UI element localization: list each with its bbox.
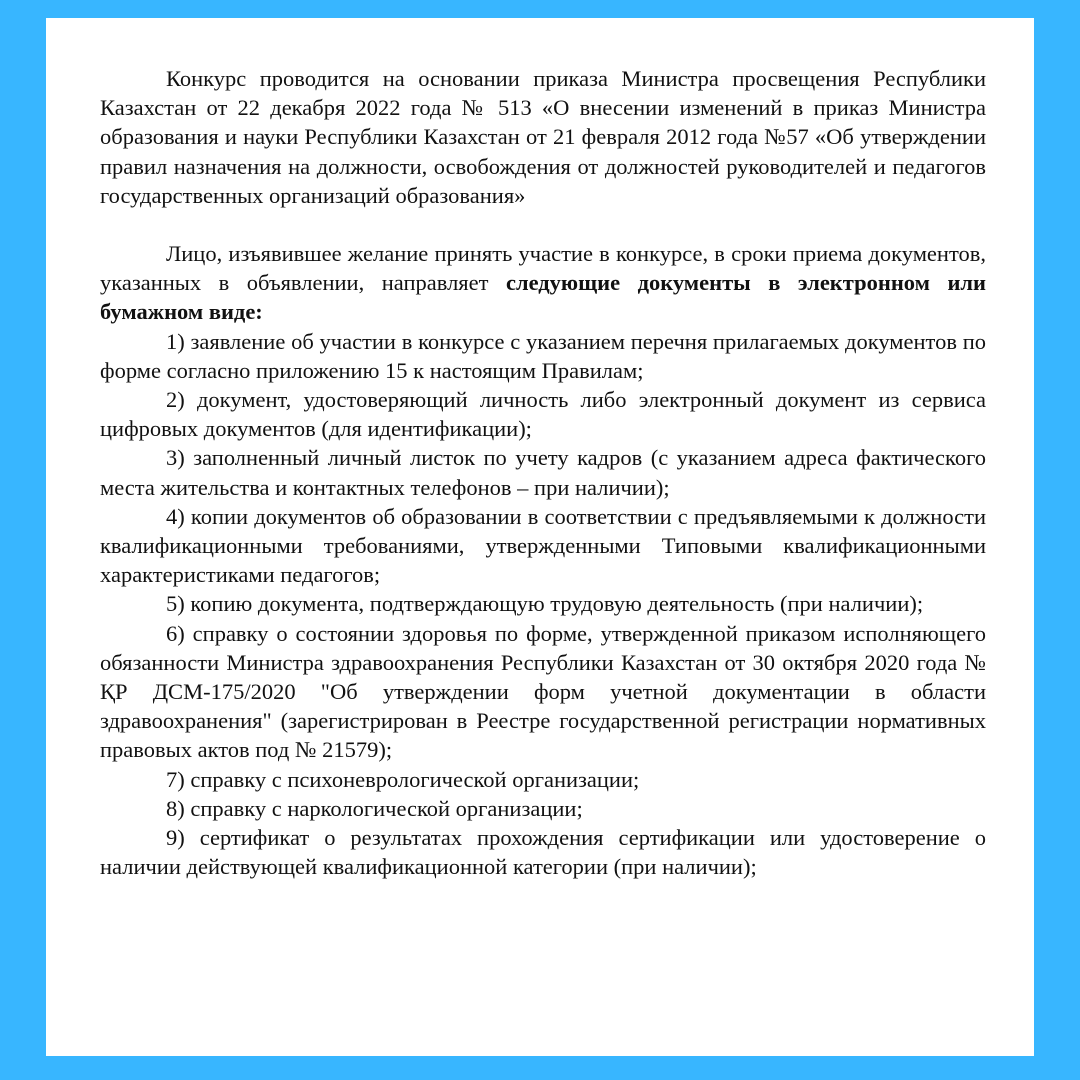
list-item: 5) копию документа, подтверждающую трудовую деятельность (при наличии); <box>166 591 924 617</box>
list-item: 3) заполненный личный листок по учету кадров (с указанием адреса фактического места жительства и контактных телефонов – при наличии); <box>100 445 986 500</box>
list-item: 1) заявление об участии в конкурсе с указанием перечня прилагаемых документов по форме согласно приложению 15 к настоящим Правилам; <box>100 328 986 383</box>
list-item: 7) справку с психоневрологической организации; <box>166 766 640 792</box>
applicant-lead-text: Лицо, изъявившее желание принять участие в конкурсе, в сроки приема документов, указанных в объявлении, направляет <box>100 241 986 296</box>
intro-paragraph: Конкурс проводится на основании приказа Министра просвещения Республики Казахстан от 22 декабря 2022 года № 513 «О внесении изменений в приказ Министра образования и науки Республики Казахстан от 21 февраля 2012 года №57 «Об утверждении правил назначения на должности, освобождения от должностей руководителей и педагогов государственных организаций образования» <box>100 66 986 208</box>
document-body <box>100 64 986 881</box>
list-item: 2) документ, удостоверяющий личность либо электронный документ из сервиса цифровых документов (для идентификации); <box>100 387 986 442</box>
list-item: 6) справку о состоянии здоровья по форме, утвержденной приказом исполняющего обязанности Министра здравоохранения Республики Казахстан от 30 октября 2020 года № ҚР ДСМ-175/2020 "Об утверждении форм учетной документации в области здравоохранения" (зарегистрирован в Реестре государственной регистрации нормативных правовых актов под № 21579); <box>100 620 986 763</box>
list-item: 4) копии документов об образовании в соответствии с предъявляемыми к должности квалификационными требованиями, утвержденными Типовыми квалификационными характеристиками педагогов; <box>100 503 986 588</box>
list-item: 8) справку с наркологической организации; <box>166 795 583 821</box>
applicant-paragraph <box>100 239 986 327</box>
list-item: 9) сертификат о результатах прохождения сертификации или удостоверение о наличии действующей квалификационной категории (при наличии); <box>100 825 986 880</box>
applicant-lead-bold-text: следующие документы в электронном или бумажном виде: <box>100 270 986 325</box>
document-page <box>46 18 1034 1056</box>
